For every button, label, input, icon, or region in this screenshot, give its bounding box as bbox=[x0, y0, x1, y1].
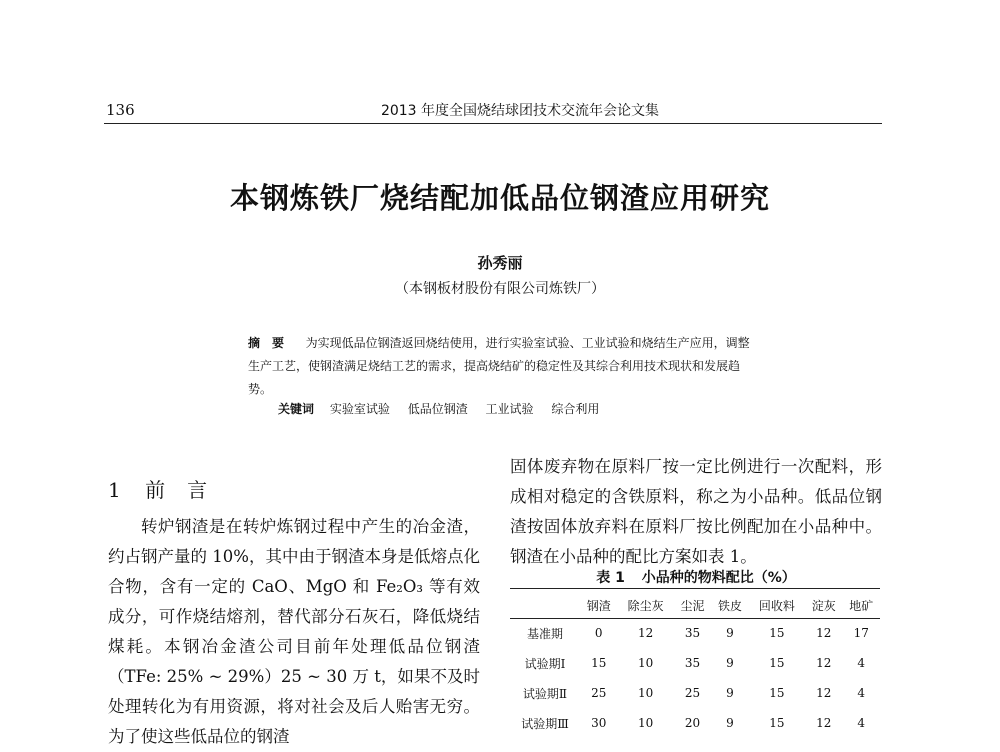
table-cell: 15 bbox=[591, 656, 607, 670]
table-cell: 10 bbox=[637, 686, 654, 700]
table-cell: 12 bbox=[637, 626, 654, 640]
table-header-cell: 淀灰 bbox=[811, 598, 836, 613]
table-cell: 25 bbox=[591, 686, 607, 700]
section-heading bbox=[108, 474, 229, 503]
table-cell: 4 bbox=[857, 686, 866, 700]
author-affiliation: （本钢板材股份有限公司炼铁厂） bbox=[395, 281, 605, 297]
keywords bbox=[278, 400, 613, 417]
table-cell: 9 bbox=[726, 716, 734, 730]
author-name: 孙秀丽 bbox=[477, 254, 523, 272]
table-cell: 15 bbox=[769, 656, 785, 670]
table-cell: 15 bbox=[769, 626, 785, 640]
keyword: 综合利用 bbox=[551, 402, 600, 416]
keyword: 实验室试验 bbox=[329, 402, 390, 416]
table-cell: 9 bbox=[726, 626, 734, 640]
body-left-column bbox=[108, 512, 480, 752]
table-cell: 12 bbox=[816, 626, 832, 640]
table-cell: 试验期Ⅱ bbox=[522, 686, 568, 701]
table-caption bbox=[510, 567, 882, 587]
body-paragraph: 固体废弃物在原料厂按一定比例进行一次配料，形成相对稳定的含铁原料，称之为小品种。低品位钢渣按固体放弃料在原料厂按比例配加在小品种中。钢渣在小品种的配比方案如表 1。 bbox=[510, 457, 882, 566]
paper-title: 本钢炼铁厂烧结配加低品位钢渣应用研究 bbox=[229, 181, 770, 215]
table-cell: 35 bbox=[684, 626, 701, 640]
running-header: 2013 年度全国烧结球团技术交流年会论文集 bbox=[380, 103, 660, 119]
table-cell: 15 bbox=[769, 716, 785, 730]
keyword: 低品位钢渣 bbox=[407, 402, 468, 416]
table-cell: 17 bbox=[853, 626, 869, 640]
body-right-column bbox=[510, 452, 882, 572]
table-header-cell: 回收料 bbox=[758, 598, 795, 613]
table-cell: 35 bbox=[684, 656, 701, 670]
table-header-cell bbox=[510, 592, 580, 618]
keywords-label: 关键词 bbox=[278, 402, 315, 416]
table-header-cell: 除尘灰 bbox=[627, 598, 664, 613]
table-cell: 试验期Ⅲ bbox=[521, 716, 569, 731]
table-cell: 9 bbox=[726, 656, 734, 670]
table-cell: 15 bbox=[769, 686, 785, 700]
table-cell: 12 bbox=[816, 686, 832, 700]
page-number: 136 bbox=[106, 101, 135, 119]
section-title: 前言 bbox=[145, 478, 230, 502]
table-row bbox=[510, 708, 880, 738]
table-cell: 12 bbox=[816, 716, 832, 730]
table-header-row bbox=[510, 592, 880, 618]
table-caption-number: 表 1 bbox=[596, 570, 625, 586]
table-cell: 基准期 bbox=[526, 626, 563, 641]
abstract bbox=[248, 332, 754, 401]
table-cell: 试验期Ⅰ bbox=[524, 656, 566, 671]
header-rule bbox=[104, 123, 882, 124]
section-number: 1 bbox=[108, 478, 121, 502]
table-row bbox=[510, 678, 880, 708]
table-cell: 20 bbox=[684, 716, 701, 730]
table-cell: 10 bbox=[637, 656, 654, 670]
table-cell: 12 bbox=[816, 656, 832, 670]
table-cell: 25 bbox=[684, 686, 701, 700]
table-caption-title: 小品种的物料配比（%） bbox=[641, 570, 796, 586]
body-paragraph: 转炉钢渣是在转炉炼钢过程中产生的冶金渣，约占钢产量的 10%，其中由于钢渣本身是低熔点化合物，含有一定的 CaO、MgO 和 Fe₂O₃ 等有效成分，可作烧结熔剂，替代部分石灰石，降低烧结煤耗。本钢冶金渣公司目前年处理低品位钢渣（TFe: 25% ~ 29%）25 ~ 30 万 t，如果不及时处理转化为有用资源，将对社会及后人贻害无穷。为了使这些低品位的钢渣 bbox=[108, 517, 480, 746]
keyword: 工业试验 bbox=[485, 402, 534, 416]
abstract-label: 摘 要 bbox=[248, 336, 285, 350]
table-header-cell: 尘泥 bbox=[680, 598, 705, 613]
table-cell: 10 bbox=[637, 716, 654, 730]
table-cell: 0 bbox=[594, 626, 603, 640]
table-row bbox=[510, 648, 880, 678]
table-cell: 4 bbox=[857, 716, 866, 730]
table-header-cell: 铁皮 bbox=[717, 598, 742, 613]
table-cell: 9 bbox=[726, 686, 734, 700]
table-header-cell: 钢渣 bbox=[586, 598, 611, 613]
table-top-rule bbox=[510, 588, 880, 589]
table-header-cell: 地矿 bbox=[849, 598, 874, 613]
material-ratio-table bbox=[510, 592, 880, 738]
table-cell: 4 bbox=[857, 656, 866, 670]
table-row bbox=[510, 618, 880, 648]
abstract-text: 为实现低品位钢渣返回烧结使用，进行实验室试验、工业试验和烧结生产应用，调整生产工艺，使钢渣满足烧结工艺的需求，提高烧结矿的稳定性及其综合利用技术现状和发展趋势。 bbox=[248, 336, 750, 396]
table-cell: 30 bbox=[591, 716, 607, 730]
